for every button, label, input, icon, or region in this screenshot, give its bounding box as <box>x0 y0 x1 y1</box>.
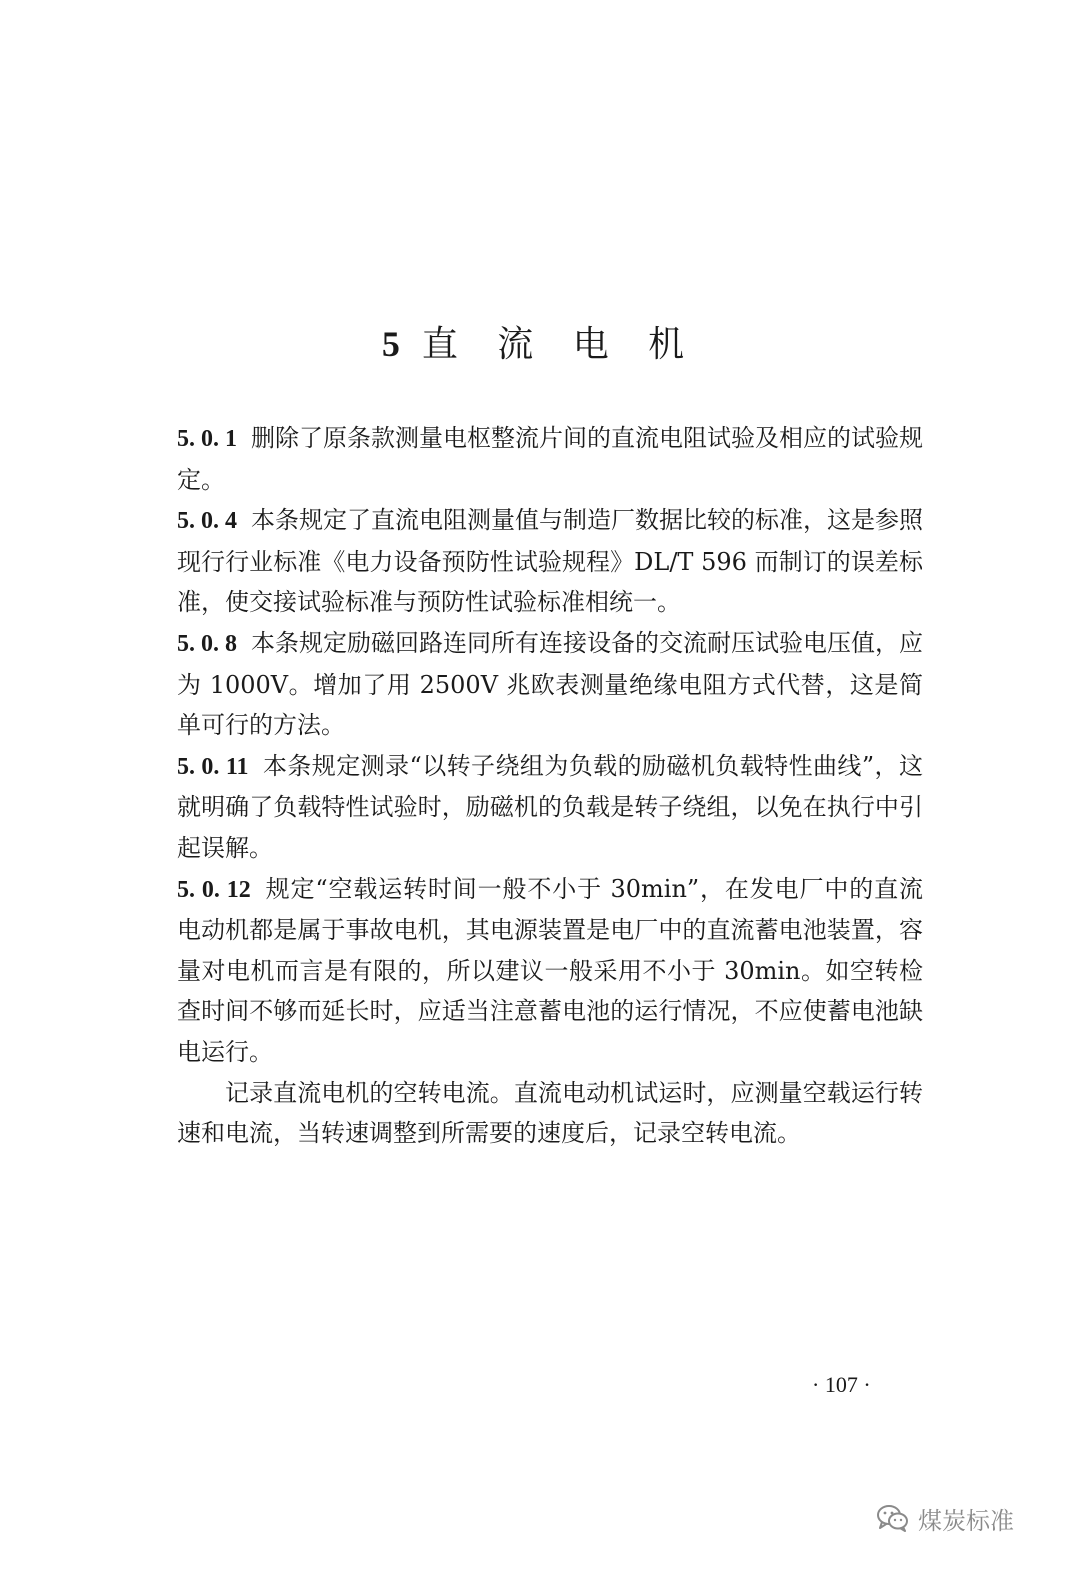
clause-5-0-12 <box>177 869 923 1073</box>
paragraph: 记录直流电机的空转电流。直流电动机试运时，应测量空载运行转速和电流，当转速调整到所需要的速度后，记录空转电流。 <box>177 1078 923 1148</box>
clause-text: 删除了原条款测量电枢整流片间的直流电阻试验及相应的试验规定。 <box>177 424 923 494</box>
clause-number: 5. 0. 8 <box>177 630 237 657</box>
watermark <box>876 1494 1014 1542</box>
clause-5-0-11 <box>177 746 923 869</box>
page-number: · 107 · <box>812 1372 871 1397</box>
clause-number: 5. 0. 4 <box>177 508 237 535</box>
clause-text: 规定“空载运转时间一般不小于 30min”，在发电厂中的直流电动机都是属于事故电机，其电源装置是电厂中的直流蓄电池装置，容量对电机而言是有限的，所以建议一般采用不小于 30min。如空转检查时间不够而延长时，应适当注意蓄电池的运行情况，不应使蓄电池缺电运行。 <box>177 874 923 1066</box>
clause-5-0-4 <box>177 500 923 623</box>
chapter-name: 直 流 电 机 <box>421 324 699 366</box>
body-text <box>177 418 923 1154</box>
wechat-icon <box>876 1504 910 1532</box>
chapter-number: 5 <box>381 324 400 365</box>
clause-number: 5. 0. 1 <box>177 426 237 452</box>
clause-text: 本条规定了直流电阻测量值与制造厂数据比较的标准，这是参照现行行业标准《电力设备预防性试验规程》DL/T 596 而制订的误差标准，使交接试验标准与预防性试验标准相统一。 <box>177 506 923 617</box>
clause-number: 5. 0. 12 <box>177 876 251 903</box>
watermark-text: 煤炭标准 <box>918 1506 1014 1535</box>
clause-text: 本条规定测录“以转子绕组为负载的励磁机负载特性曲线”，这就明确了负载特性试验时，励磁机的负载是转子绕组，以免在执行中引起误解。 <box>177 751 923 862</box>
clause-number: 5. 0. 11 <box>177 753 249 780</box>
chapter-title <box>0 316 1080 367</box>
clause-5-0-8 <box>177 623 923 746</box>
clause-text: 本条规定励磁回路连同所有连接设备的交流耐压试验电压值，应为 1000V。增加了用 2500V 兆欧表测量绝缘电阻方式代替，这是简单可行的方法。 <box>177 628 923 740</box>
clause-5-0-1 <box>177 418 923 500</box>
